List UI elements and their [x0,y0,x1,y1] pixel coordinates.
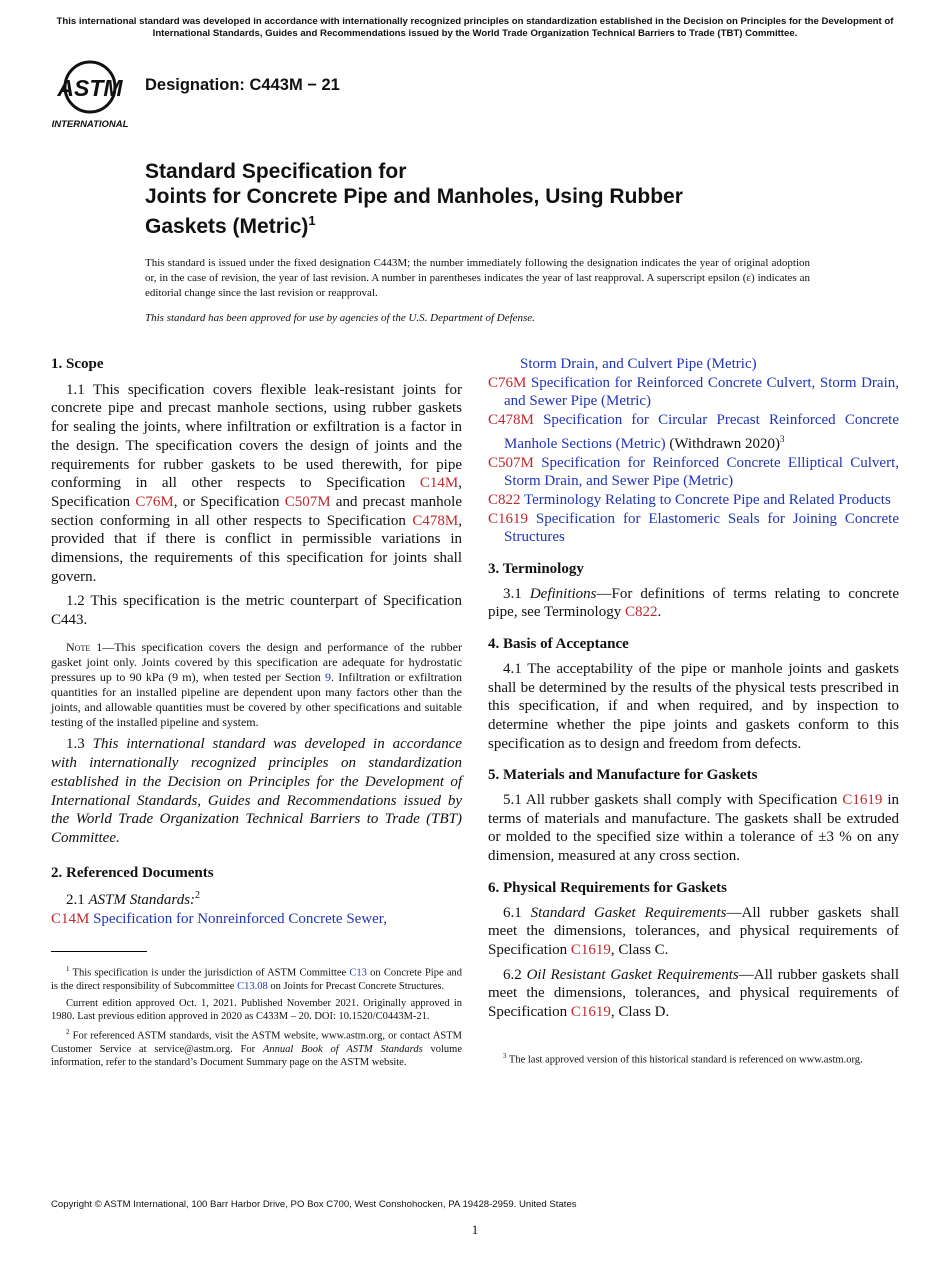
link-c1619-materials[interactable]: C1619 [842,792,883,809]
para-1-3: 1.3 This international standard was developed in accordance with internationally recognized principles on standardization established in the Decision on Principles for the Development of International Standards, Guides and Recommendations issued by the World Trade Organization Technical Barriers to Trade (TBT) Committee. [51,736,463,846]
astm-logo-letters: ASTM [57,75,123,101]
link-c13-08[interactable]: C13.08 [237,980,268,992]
link-section-9[interactable]: 9 [325,670,332,685]
link-c1619-class-c[interactable]: C1619 [570,941,611,958]
footnote-1: $^1$ This specification is under the jurisdiction of ASTM Committee C13 on Concrete Pipe and is the direct responsibility of Subcommittee C13.08 on Joints for Precast Concrete Structures. [51,964,462,992]
link-c76m[interactable]: C76M [135,493,174,510]
left-column [51,355,462,1070]
section-4-heading: 4. Basis of Acceptance [488,636,629,653]
copyright: Copyright © ASTM International, 100 Barr Harbor Drive, PO Box C700, West Conshohocken, PA 19428-2959. United States [51,1199,577,1210]
document-title [145,160,845,240]
note-1: Note 1—This specification covers the design and performance of the rubber gasket joint only. Joints covered by this specification are adequate for hydrostatic pressures up to 90 kPa (9 m), when tested per Section 9. Infiltration or exfiltration quantities for an installed pipeline are dependent upon many factors other than the joints, and allowable quantities must be covered by other specifications and suitable testing of the installed pipeline and system. [51,639,463,730]
link-c478m[interactable]: C478M [412,512,459,529]
para-6-1: 6.1 Standard Gasket Requirements—All rubber gaskets shall meet the dimensions, tolerances, and physical requirements of Specification C1619, Class C. [488,904,899,958]
ref-item-c14m[interactable]: C14M Specification for Nonreinforced Concrete Sewer, [51,911,387,928]
ref-item-c822[interactable]: C822 Terminology Relating to Concrete Pipe and Related Products [488,491,891,508]
footnote-rule [51,951,147,952]
right-column [488,355,899,1067]
footnote-3: $^3$ The last approved version of this historical standard is referenced on www.astm.org. [503,1051,863,1066]
section-6-heading: 6. Physical Requirements for Gaskets [488,879,728,896]
link-c1619-class-d[interactable]: C1619 [570,1004,611,1021]
section-1-heading: 1. Scope [51,356,104,372]
para-6-2: 6.2 Oil Resistant Gasket Requirements—All rubber gaskets shall meet the dimensions, tolerances, and physical requirements of Specification C1619, Class D. [488,966,899,1021]
dod-approval: This standard has been approved for use by agencies of the U.S. Department of Defense. [145,312,535,324]
link-c507m[interactable]: C507M [284,493,331,510]
ref-item-c76m[interactable]: C76M Specification for Reinforced Concrete Culvert, Storm Drain, and Sewer Pipe (Metric) [488,374,899,410]
title-line-2: Joints for Concrete Pipe and Manholes, Using Rubber [145,184,683,208]
para-2-1: 2.1 ASTM Standards:$^2$ [66,890,201,909]
section-2-heading: 2. Referenced Documents [51,864,214,881]
footnotes-right [488,1050,899,1067]
astm-logo-international: INTERNATIONAL [52,119,129,130]
para-3-1: 3.1 Definitions—For definitions of terms relating to concrete pipe, see Terminology C822. [488,585,900,621]
para-1-2: 1.2 This specification is the metric counterpart of Specification C443. [51,593,462,629]
ref-item-c507m[interactable]: C507M Specification for Reinforced Concrete Elliptical Culvert, Storm Drain, and Sewer Pipe (Metric) [488,454,899,490]
link-c13[interactable]: C13 [349,967,367,979]
astm-logo [52,56,136,132]
para-1-1: 1.1 This specification covers flexible leak-resistant joints for concrete pipe and precast manhole sections, using rubber gaskets for sealing the joints, where infiltration or exfiltration is a factor in the design. The specification covers the design of joints and the requirements for rubber gaskets to be used therewith, for pipe conforming in all other respects to Specification C14M, Specification C76M, or Specification C507M and precast manhole section conforming in all other respects to Specification C478M, provided that if there is conflict in permissible variations in dimensions, the requirements of this specification for joints shall govern. [51,381,463,585]
section-3-heading: 3. Terminology [488,561,584,578]
para-5-1: 5.1 All rubber gaskets shall comply with Specification C1619 in terms of materials and manufacture. The gaskets shall be extruded or molded to the specified size within a tolerance of ±3 % on any dimension, measured at any cross section. [488,792,900,865]
top-notice: This international standard was developed in accordance with internationally recognized principles on standardization established in the Decision on Principles for the Development of International Standards, Guides and Recommendations issued by the World Trade Organization Technical Barriers to Trade (TBT) Committee. [56,16,894,39]
title-line-3: Gaskets (Metric) [145,215,309,238]
link-c822[interactable]: C822 [624,604,658,621]
section-5-heading: 5. Materials and Manufacture for Gaskets [488,767,758,784]
para-4-1: 4.1 The acceptability of the pipe or manhole joints and gaskets shall be determined by the results of the physical tests prescribed in this specification, if and when required, and by inspection to determine whether the pipe joints and gaskets conform to this specification as to design and freedom from defects. [488,660,899,752]
footnotes-left [51,963,462,1070]
link-c14m[interactable]: C14M [419,475,459,492]
issuance-statement: This standard is issued under the fixed designation C443M; the number immediately following the designation indicates the year of original adoption or, in the case of revision, the year of last revision. A number in parentheses indicates the year of last reapproval. A superscript epsilon (ε) indicates an editorial change since the last revision or reapproval. [145,257,810,299]
page-number: 1 [471,1222,479,1237]
designation: Designation: C443M − 21 [145,76,340,94]
ref-item-c14m-continued[interactable]: Storm Drain, and Culvert Pipe (Metric) [520,356,757,372]
title-line-1: Standard Specification for [145,160,407,183]
footnote-2: $^2$ For referenced ASTM standards, visit the ASTM website, www.astm.org, or contact ASTM Customer Service at service@astm.org. For Annual Book of ASTM Standards volume information, refer to the standard’s Document Summary page on the ASTM website. [51,1027,462,1069]
ref-item-c1619[interactable]: C1619 Specification for Elastomeric Seals for Joining Concrete Structures [488,510,900,546]
ref-item-c478m[interactable]: C478M Specification for Circular Precast Reinforced Concrete Manhole Sections (Metric) (Withdrawn 2020)$^3$ [488,412,899,452]
edition-note: Current edition approved Oct. 1, 2021. Published November 2021. Originally approved in 1980. Last previous edition approved in 2020 as C433M – 20. DOI: 10.1520/C0443M-21. [51,998,462,1023]
title-footnote-ref[interactable]: 1 [308,213,316,228]
